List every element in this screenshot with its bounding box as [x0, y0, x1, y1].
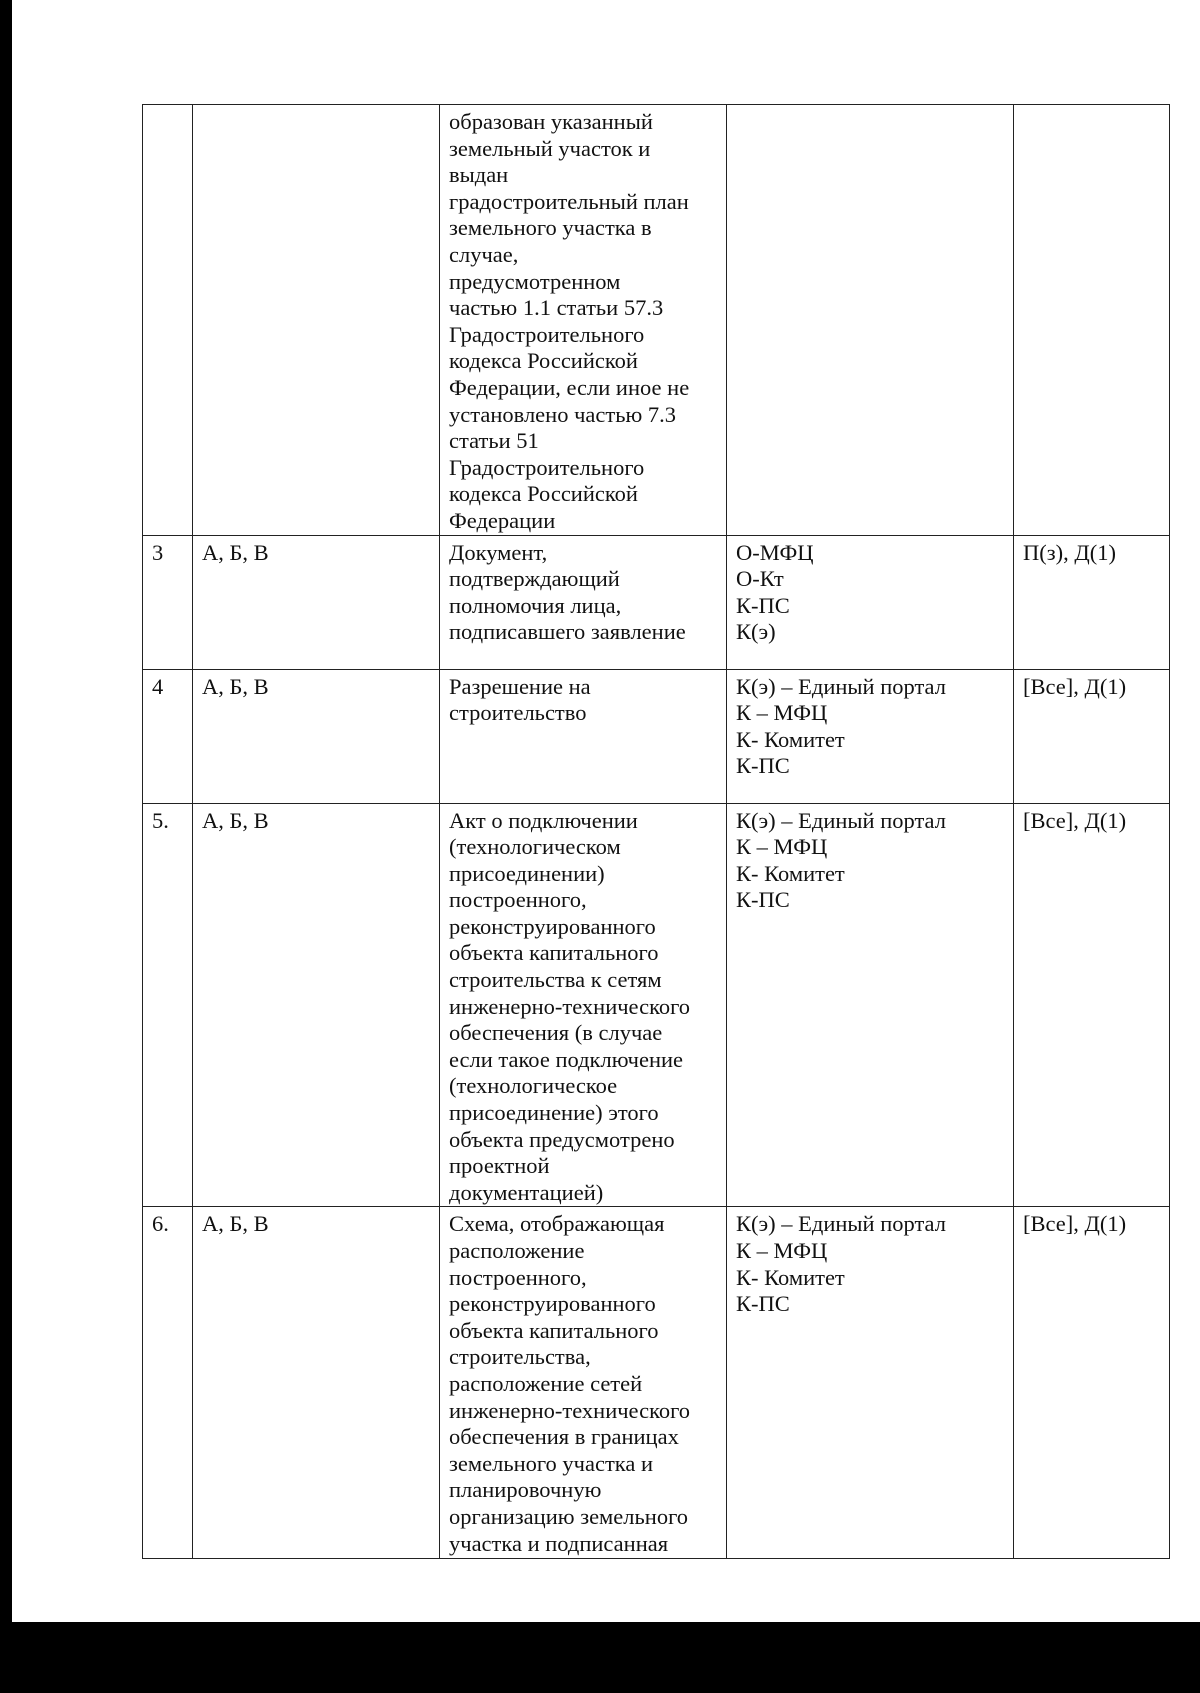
document-line: объекта капитального — [449, 1317, 659, 1343]
document-cell — [440, 535, 727, 669]
sources-cell — [727, 669, 1014, 803]
document-line: планировочную — [449, 1477, 602, 1503]
document-line: строительства к сетям — [449, 967, 662, 993]
document-line: обеспечения в границах — [449, 1424, 679, 1450]
forms-cell: [Все], Д(1) — [1014, 669, 1170, 803]
document-line: реконструированного — [449, 913, 656, 939]
source-line: К – МФЦ — [736, 1238, 828, 1263]
row-number-cell — [143, 105, 193, 536]
document-line: подписавшего заявление — [449, 619, 686, 645]
document-line: инженерно-технического — [449, 1397, 691, 1423]
document-line: Документ, — [449, 539, 548, 565]
document-line: кодекса Российской — [449, 348, 638, 374]
document-line: расположение сетей — [449, 1370, 643, 1396]
categories-cell: А, Б, В — [193, 803, 440, 1207]
document-line: образован указанный — [449, 109, 653, 134]
document-line: документацией) — [449, 1179, 604, 1205]
source-line: К(э) — [736, 619, 776, 645]
source-line: К- Комитет — [736, 860, 845, 886]
document-cell — [440, 1207, 727, 1559]
document-line: Схема, отображающая — [449, 1211, 665, 1237]
document-line: реконструированного — [449, 1291, 656, 1317]
document-line: объекта предусмотрено — [449, 1126, 675, 1152]
document-cell — [440, 105, 727, 536]
document-line: Градостроительного — [449, 454, 645, 480]
source-line: К- Комитет — [736, 1264, 845, 1290]
document-line: объекта капитального — [449, 940, 659, 966]
source-line: К-ПС — [736, 753, 790, 779]
source-line: К-ПС — [736, 887, 790, 913]
row-number-cell: 6. — [143, 1207, 193, 1559]
forms-cell: [Все], Д(1) — [1014, 1207, 1170, 1559]
row-number-cell: 3 — [143, 535, 193, 669]
source-line: К – МФЦ — [736, 834, 828, 860]
document-line: Федерации, если иное не — [449, 374, 690, 400]
document-line: Федерации — [449, 507, 556, 533]
document-line: полномочия лица, — [449, 592, 622, 618]
document-line: строительства, — [449, 1344, 591, 1370]
table-row — [143, 1207, 1170, 1559]
document-line: земельный участок и — [449, 135, 651, 161]
document-line: присоединение) этого — [449, 1100, 659, 1126]
document-cell — [440, 803, 727, 1207]
document-line: выдан — [449, 162, 509, 188]
document-line: если такое подключение — [449, 1046, 684, 1072]
categories-cell: А, Б, В — [193, 669, 440, 803]
documents-table — [142, 104, 1170, 1559]
document-line: расположение — [449, 1238, 585, 1263]
document-line: построенного, — [449, 887, 587, 913]
source-line: К – МФЦ — [736, 700, 828, 726]
document-line: кодекса Российской — [449, 481, 638, 507]
sources-cell — [727, 105, 1014, 536]
table-row — [143, 535, 1170, 669]
source-line: О-МФЦ — [736, 539, 814, 565]
document-line: земельного участка в — [449, 215, 652, 241]
source-line: К(э) – Единый портал — [736, 1211, 946, 1237]
document-line: организацию земельного — [449, 1503, 688, 1529]
document-line: случае, — [449, 241, 519, 267]
document-line: присоединении) — [449, 860, 605, 886]
document-line: (технологическое — [449, 1073, 618, 1099]
document-line: подтверждающий — [449, 566, 620, 592]
document-line: Разрешение на — [449, 673, 591, 699]
document-line: построенного, — [449, 1264, 587, 1290]
document-line: Акт о подключении — [449, 807, 638, 833]
document-line: строительство — [449, 700, 587, 726]
table-row — [143, 105, 1170, 536]
document-line: предусмотренном — [449, 268, 621, 294]
document-line: инженерно-технического — [449, 993, 691, 1019]
forms-cell: [Все], Д(1) — [1014, 803, 1170, 1207]
source-line: К-ПС — [736, 1291, 790, 1317]
document-line: обеспечения (в случае — [449, 1020, 663, 1046]
document-line: частью 1.1 статьи 57.3 — [449, 295, 664, 321]
sources-cell — [727, 1207, 1014, 1559]
row-number-cell: 5. — [143, 803, 193, 1207]
source-line: К(э) – Единый портал — [736, 807, 946, 833]
document-line: градостроительный план — [449, 188, 689, 214]
document-line: статьи 51 — [449, 428, 539, 454]
categories-cell — [193, 105, 440, 536]
table-row — [143, 669, 1170, 803]
document-cell — [440, 669, 727, 803]
document-line: Градостроительного — [449, 321, 645, 347]
forms-cell — [1014, 105, 1170, 536]
source-line: К- Комитет — [736, 726, 845, 752]
sources-cell — [727, 535, 1014, 669]
forms-cell: П(з), Д(1) — [1014, 535, 1170, 669]
row-number-cell: 4 — [143, 669, 193, 803]
categories-cell: А, Б, В — [193, 535, 440, 669]
document-line: земельного участка и — [449, 1450, 654, 1476]
document-line: установлено частью 7.3 — [449, 401, 677, 427]
source-line: К(э) – Единый портал — [736, 673, 946, 699]
scan-border-bottom — [0, 1622, 1200, 1693]
source-line: О-Кт — [736, 566, 784, 592]
document-line: участка и подписанная — [449, 1530, 669, 1556]
document-line: (технологическом — [449, 834, 621, 860]
sources-cell — [727, 803, 1014, 1207]
categories-cell: А, Б, В — [193, 1207, 440, 1559]
document-line: проектной — [449, 1153, 550, 1179]
source-line: К-ПС — [736, 592, 790, 618]
scan-border-left — [0, 0, 12, 1693]
table-row — [143, 803, 1170, 1207]
